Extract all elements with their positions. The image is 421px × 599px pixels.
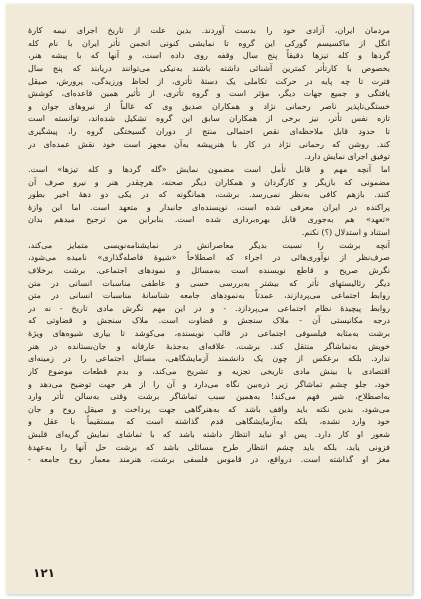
body-text <box>28 24 390 572</box>
text-line: اقتصادی با بینش مادی تاریخی تجزیه و تشریح می‌کند، و بدم قطعات موضوع کار <box>28 365 390 376</box>
text-line: مضمونی که بازیگر و کارگردان و همکاران دیگر صحنه، هرچقدر هنر و نیرو صرف آن <box>28 176 390 187</box>
text-line: درجه مکانیستی آن - ملاک سنجش و قضاوت است. ملاک سنجش و قضاوتی که <box>28 315 390 326</box>
text-line: شعور او کار دارد. پس او نباید انتظار داشته باشد که با تماشای نمایش گریه‌ای قلبش <box>28 429 390 439</box>
text-line: فزونی یابد، بلکه باید چشم انتظار طرح مسائلی باشد که برشت حل آنها را به‌عهدهٔ <box>28 441 390 452</box>
text-line: کنند. بازهم کافی به‌نظر نمی‌رسد. برشت، همانگونه که در یکی دو دههٔ اخیر بطور <box>28 189 390 200</box>
text-line: اما آنچه مهم و قابل تأمل است مضمون نمایش «گله گردها و کله تیزها» است. <box>28 163 390 174</box>
text-line: خود وارد نشده، بلکه به‌آزمایشگاهی قدم گذاشته است که مستقیماً با عقل و <box>28 416 390 427</box>
text-line: کند. روشن که رحمانی نژاد در کار با هنرپیشه به‌آن مجهز است خود نقش عمده‌ای در <box>28 138 390 149</box>
text-line: استناد و استدلال (؟) نکنم. <box>301 227 390 237</box>
text-line: دیگر رئالیستهای تأتر که بیشتر به‌بررسی حسی و عاطفی مناسبات انسانی در متن <box>28 277 390 288</box>
text-line: صرف‌نظر از نوآوری‌هائی در اجراء که اصطلاحاً «شیوهٔ فاصله‌گذاری» نامیده می‌شود، <box>28 252 390 263</box>
text-line: پراکنده در ایران معرفی شده است، نویسنده‌ای جانبدار و متعهد است. اما این وازهٔ <box>28 201 390 212</box>
text-line: مردمان ایران، آزادی خود را بدست آوردند. بدین علت از تاریخ اجرای نیمه کارهٔ <box>28 25 390 35</box>
page-number: ۱۲۱ <box>33 566 55 580</box>
text-line: یافتگی و جمیع جهات دیگر، مؤثر است و گروه تأتری، از تأثیر همین قاعده‌ای، کوشش <box>28 88 390 99</box>
text-line: توفیق اجرای نمایش دارد. <box>304 151 390 162</box>
text-line: به‌اصطلاح، شیر فهم می‌کند! به‌همین سبب تماشاگر برشت وقتی به‌سالن تأتر وارد <box>28 391 390 402</box>
text-line: نگرش صریح و قاطع نویسنده است به‌مسائل و نمودهای اجتماعی. برشت برخلاف <box>28 264 390 275</box>
text-line: برشت به‌مثابه فیلسوفی اجتماعی در قالب نویسنده، می‌کوشد تا بیاری شیوه‌های ویژهٔ <box>28 328 390 338</box>
text-line: خود، جلو چشم تماشاگر زیر ذره‌بین نگاه می‌دارد و آن را از هر جهت توضیح می‌دهد و <box>28 378 390 389</box>
text-line: مغز او گذاشته است. درواقع، در قاموس فلسفی برشت، هنرمند معمار روح جامعه - <box>28 454 390 465</box>
text-line: بخصوص با کارتأتر کمترین آشنائی داشته باشند به‌نیکی می‌توانند دریابند که پنج سال <box>28 62 390 73</box>
text-line: فترت تا چه پایه در حرکت تکاملی یک دستهٔ تأتری، از لحاظ ورزیدگی، پرورش، صیقل <box>28 75 390 86</box>
text-line: تازه نفس تأتر، نیز برخی از همکاران سابق این گروه تشکیل شده‌اند، توانسته است <box>28 113 390 124</box>
text-line: تا حدود قابل ملاحظه‌ای نقص احتمالی منتج از دوران گسیختگی گروه را، پیشگیری <box>28 126 390 136</box>
text-line: خویش به‌تماشاگر منتقل کند. برشت، علاقه‌ای به‌جذبهٔ عارفانه و جان‌بستانده در هنر <box>28 340 390 351</box>
text-line: خستگی‌ناپذیر ناصر رحمانی نژاد و همکاران صدیق وی که غالباً از نیروهای جوان و <box>28 100 390 111</box>
text-line: روابط پیچیدهٔ نظام اجتماعی می‌پردازد. - و در این مهم نگرش مادی تاریخ - نه در <box>28 302 390 313</box>
text-line: روابط اجتماعی می‌پردازند، عمدتاً به‌نمودهای جامعه شناسانهٔ مناسبات انسانی در متن <box>28 290 390 301</box>
book-page <box>6 4 412 594</box>
text-line: آنچه برشت را نسبت بدیگر معاصرانش در نمایشنامه‌نویسی متمایز می‌کند، <box>28 239 390 250</box>
text-line: «تعهد» هم به‌جوری قابل بهره‌برداری شده است. بنابراین من ترجیح میدهم بدان <box>28 214 390 225</box>
text-line: می‌شود، بدین نکته باید واقف باشد که به‌هنرگاهی جهت پرداخت و صیقل روح و جان <box>28 403 390 414</box>
text-line: انگل از ماکسیسم گورکی این گروه تا نمایشی کنونی انجمن تأتر ایران با نام کله <box>28 37 390 48</box>
text-line: ندارد. بلکه برعکس از چون یک دانشمند آزمایشگاهی، مسائل اجتماعی را در زمینه‌ای <box>28 353 390 364</box>
text-line: گردها و کله تیزها دقیقاً پنج سال وقفه روی داده است، و آنها که با پیشه هنر، <box>28 50 390 61</box>
